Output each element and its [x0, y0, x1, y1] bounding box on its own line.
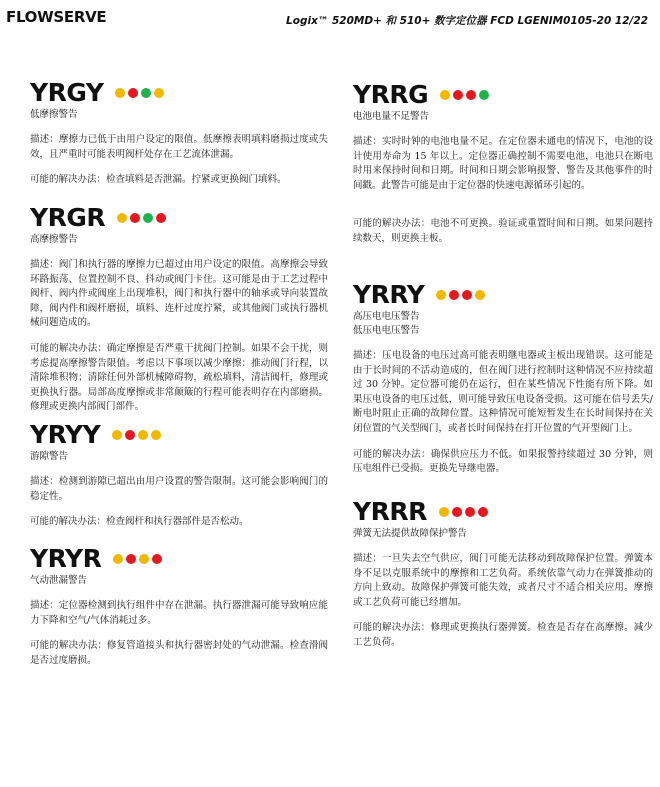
red-led-dot: [465, 507, 475, 517]
alert-solution: 可能的解决办法：确定摩擦是否严重干扰阀门控制。如果不会干扰，则考虑提高摩擦警告限值。考虑以下事项以减少摩擦：推动阀门行程，以清除堆积物；清除任何外部机械障碍物，疏松填料，清洁阀杆，修理或更换执行器。局部高度摩擦或非常颠簸的行程可能表明存在内部磨损。修理或更换内部阀门部件。: [30, 342, 328, 413]
led-indicator: [115, 88, 164, 98]
yellow-led-dot: [138, 430, 148, 440]
yellow-led-dot: [436, 290, 446, 300]
alert-code: YRRG: [353, 80, 429, 109]
alert-title-secondary: 低压电电压警告: [353, 325, 420, 336]
alert-solution: 可能的解决办法：修复管道接头和执行器密封处的气动泄漏。检查滑阀是否过度磨损。: [30, 640, 328, 666]
red-led-dot: [462, 290, 472, 300]
alert-title: 低摩擦警告: [30, 109, 78, 120]
alert-title: 高压电电压警告: [353, 311, 420, 322]
alert-section-yryy: [30, 420, 328, 530]
green-led-dot: [141, 88, 151, 98]
yellow-led-dot: [439, 507, 449, 517]
alert-title: 气动泄漏警告: [30, 575, 88, 586]
alert-solution: 可能的解决办法：电池不可更换。验证或重置时间和日期。如果问题持续数天，则更换主板。: [353, 218, 653, 244]
alert-code: YRYR: [30, 544, 102, 573]
alert-description: 描述：摩擦力已低于由用户设定的限值。低摩擦表明填料磨损过度或失效，且严重时可能表明阀杆处存在工艺流体泄漏。: [30, 134, 328, 160]
alert-solution: 可能的解决办法：确保供应压力不低。如果报警持续超过 30 分钟，则压电组件已受损。更换先导继电器。: [353, 448, 653, 475]
red-led-dot: [156, 213, 166, 223]
yellow-led-dot: [113, 554, 123, 564]
alert-description: 描述：实时时钟的电池电量不足。在定位器未通电的情况下，电池的设计使用寿命为 15 年以上。定位器正确控制不需要电池，电池只在断电时用来保持时间和日期。时间和日期会影响报警、警告及其他事件的时间戳。此警告可能是由于定位器的快速电源循环引起的。: [353, 136, 653, 191]
red-led-dot: [449, 290, 459, 300]
alert-section-yrgr: [30, 203, 328, 415]
alert-code: YRRR: [353, 497, 427, 526]
alert-section-yrrr: [353, 497, 653, 651]
red-led-dot: [152, 554, 162, 564]
alert-title: 弹簧无法提供故障保护警告: [353, 528, 468, 539]
flowserve-logo: FLOWSERVE: [6, 8, 107, 26]
led-indicator: [117, 213, 166, 223]
alert-section-yryr: [30, 544, 328, 668]
red-led-dot: [125, 430, 135, 440]
led-indicator: [436, 290, 485, 300]
alert-description: 描述：检测到游隙已超出由用户设置的警告限制。这可能会影响阀门的稳定性。: [30, 476, 328, 502]
document-header: Logix™ 520MD+ 和 510+ 数字定位器 FCD LGENIM0105-20 12/22: [286, 15, 648, 27]
green-led-dot: [479, 90, 489, 100]
red-led-dot: [452, 507, 462, 517]
alert-solution: 可能的解决办法：检查阀杆和执行器部件是否松动。: [30, 516, 249, 528]
alert-description: 描述：一旦失去空气供应，阀门可能无法移动到故障保护位置。弹簧本身不足以克服系统中的摩擦和工艺负荷。系统依靠气动力在弹簧推动的方向上致动。故障保护弹簧可能失效，或者尺寸不适合相关应用。摩擦或工艺负荷可能已经增加。: [353, 553, 653, 608]
led-indicator: [440, 90, 489, 100]
red-led-dot: [453, 90, 463, 100]
red-led-dot: [126, 554, 136, 564]
alert-title: 高摩擦警告: [30, 234, 78, 245]
alert-section-yrrg: [353, 80, 653, 247]
yellow-led-dot: [112, 430, 122, 440]
yellow-led-dot: [115, 88, 125, 98]
alert-code: YRYY: [30, 420, 101, 449]
alert-description: 描述：压电设备的电压过高可能表明继电器或主板出现错误。这可能是由于长时间的不活动造成的，但在阀门进行控制时这种情况不应持续超过 30 分钟。定位器可能仍在运行，但在某些情况下性能有所下降。如果压电设备的电压过低，则可能导致压电设备受损。这可能在信号丢失/断电时阻止正确的故障位置。这种情况可能短暂发生在长时间保持在关闭位置的气关型阀门，或者长时间保持在打开位置的气开型阀门上。: [353, 350, 653, 434]
red-led-dot: [466, 90, 476, 100]
alert-code: YRGY: [30, 78, 104, 107]
yellow-led-dot: [475, 290, 485, 300]
led-indicator: [439, 507, 488, 517]
alert-description: 描述：定位器检测到执行组件中存在泄漏。执行器泄漏可能导致响应能力下降和空气/气体消耗过多。: [30, 600, 328, 626]
alert-section-yrgy: [30, 78, 328, 188]
alert-code: YRRY: [353, 280, 425, 309]
yellow-led-dot: [139, 554, 149, 564]
alert-solution: 可能的解决办法：检查填料是否泄漏。拧紧或更换阀门填料。: [30, 174, 287, 186]
red-led-dot: [478, 507, 488, 517]
led-indicator: [112, 430, 161, 440]
alert-code: YRGR: [30, 203, 106, 232]
alert-solution: 可能的解决办法：修理或更换执行器弹簧。检查是否存在高摩擦。减少工艺负荷。: [353, 622, 653, 648]
yellow-led-dot: [440, 90, 450, 100]
yellow-led-dot: [151, 430, 161, 440]
green-led-dot: [143, 213, 153, 223]
red-led-dot: [130, 213, 140, 223]
alert-section-yrry: [353, 280, 653, 477]
red-led-dot: [128, 88, 138, 98]
yellow-led-dot: [117, 213, 127, 223]
alert-title: 电池电量不足警告: [353, 111, 430, 122]
alert-title: 游隙警告: [30, 451, 69, 462]
alert-description: 描述：阀门和执行器的摩擦力已超过由用户设定的限值。高摩擦会导致环路振荡、位置控制不良、抖动或阀门卡住。这可能是由于工艺过程中阀杆、阀内件或阀座上出现堆积，阀门和执行器中的轴承或导向装置故障，阀内件和阀杆磨损，填料、连杆过度拧紧，或其他阀门或执行器机械问题造成的。: [30, 259, 328, 329]
led-indicator: [113, 554, 162, 564]
yellow-led-dot: [154, 88, 164, 98]
